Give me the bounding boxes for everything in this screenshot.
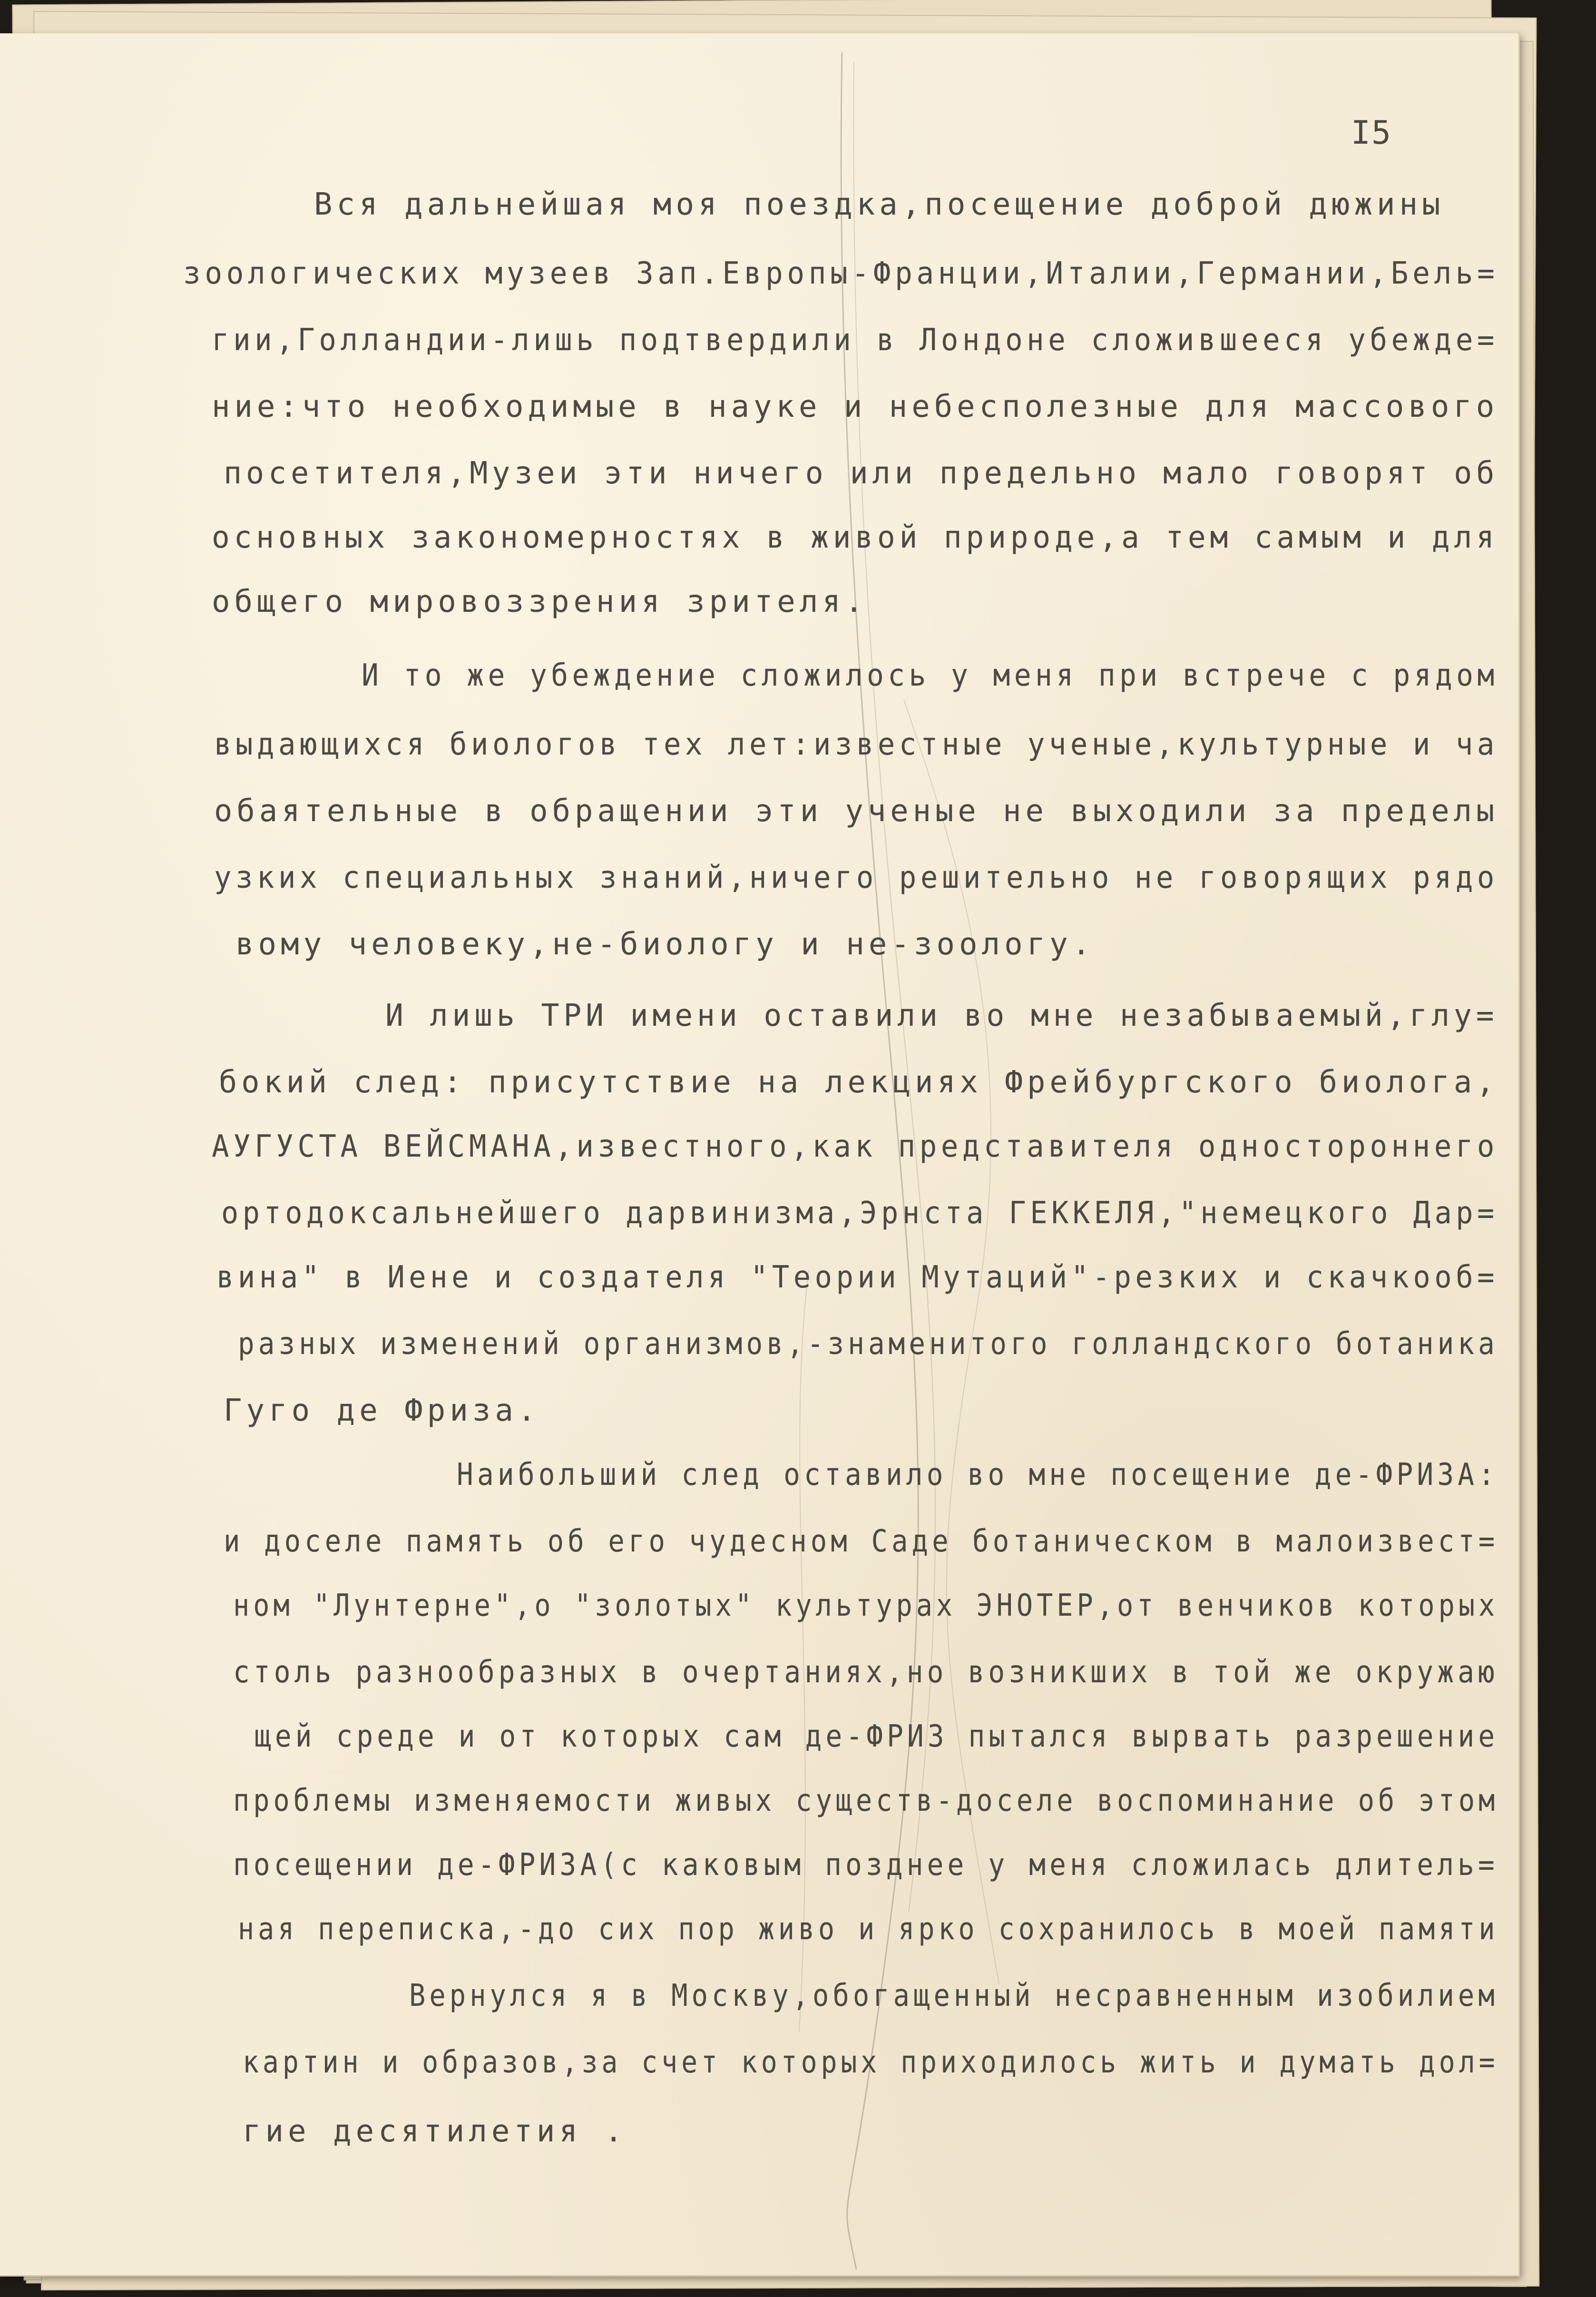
text-line: ортодоксальнейшего дарвинизма,Эрнста ГЕККЕЛЯ,"немецкого Дар= [221,1196,1498,1231]
text-line: ном "Лунтерне",о "золотых" культурах ЭНОТЕР,от венчиков которых [233,1588,1499,1623]
text-line: проблемы изменяемости живых существ-доселе воспоминание об этом [233,1783,1499,1818]
text-line: разных изменений организмов,-знаменитого голландского ботаника [238,1326,1498,1362]
text-line: Вся дальнейшая моя поездка,посещение доброй дюжины [314,187,1445,222]
page-number: I5 [1351,114,1392,152]
text-line: АУГУСТА ВЕЙСМАНА,известного,как представителя одностороннего [212,1129,1499,1164]
text-line: общего мировоззрения зрителя. [212,584,868,619]
text-line: картин и образов,за счет которых приходилось жить и думать дол= [243,2045,1499,2080]
typed-body-text [0,33,1520,2277]
text-line: гие десятилетия . [243,2114,627,2149]
text-line: ние:что необходимые в науке и небесполезные для массового [212,389,1499,424]
text-line: выдающихся биологов тех лет:известные ученые,культурные и ча [214,727,1498,762]
text-line: столь разнообразных в очертаниях,но возникших в той же окружаю [233,1655,1498,1690]
text-line: И лишь ТРИ имени оставили во мне незабываемый,глу= [385,998,1498,1033]
document-page [0,33,1520,2277]
text-line: И то же убеждение сложилось у меня при встрече с рядом [362,658,1498,693]
text-line: Вернулся я в Москву,обогащенный несравненным изобилием [409,1978,1498,2013]
text-line: посетителя,Музеи эти ничего или предельно мало говорят об [224,456,1499,491]
text-line: посещении де-ФРИЗА(с каковым позднее у меня сложилась длитель= [233,1847,1498,1883]
text-line: обаятельные в обращении эти ученые не выходили за пределы [214,794,1499,829]
text-line: Наибольший след оставило во мне посещение де-ФРИЗА: [457,1457,1499,1492]
text-line: вина" в Иене и создателя "Теории Мутаций"-резких и скачкооб= [216,1260,1499,1295]
text-line: основных закономерностях в живой природе,а тем самым и для [212,520,1498,555]
text-line: зоологических музеев Зап.Европы-Франции,Италии,Германии,Бель= [183,256,1499,291]
text-line: узких специальных знаний,ничего решительно не говорящих рядо [214,860,1498,895]
text-line: вому человеку,не-биологу и не-зоологу. [235,927,1095,962]
text-line: Гуго де Фриза. [224,1393,540,1428]
text-line: щей среде и от которых сам де-ФРИЗ пытался вырвать разрешение [255,1719,1499,1754]
text-line: бокий след: присутствие на лекциях Фрейбургского биолога, [219,1065,1499,1100]
text-line: гии,Голландии-лишь подтвердили в Лондоне сложившееся убежде= [212,323,1499,358]
text-line: ная переписка,-до сих пор живо и ярко сохранилось в моей памяти [238,1912,1499,1947]
text-line: и доселе память об его чудесном Саде ботаническом в малоизвест= [224,1524,1499,1559]
